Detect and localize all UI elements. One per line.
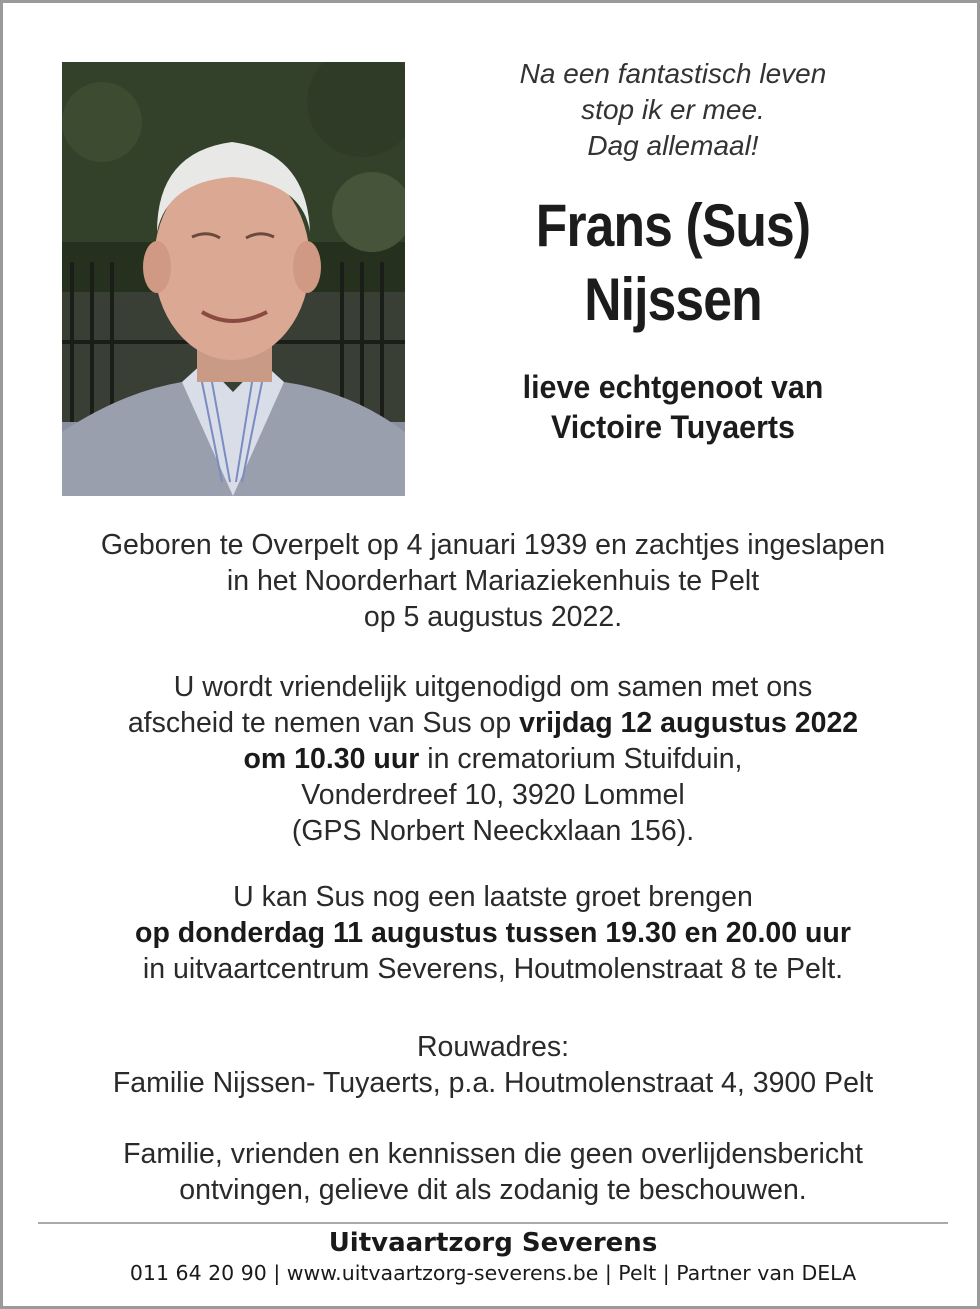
visit-datetime: op donderdag 11 augustus tussen 19.30 en 20.00 uur	[135, 917, 851, 949]
farewell-paragraph	[3, 669, 980, 849]
farewell-line-1: U wordt vriendelijk uitgenodigd om samen met ons	[173, 671, 813, 703]
farewell-line-2	[3, 705, 980, 741]
quote-line: Na een fantastisch leven	[519, 58, 827, 89]
quote-line: Dag allemaal!	[587, 130, 759, 161]
birth-line-2: in het Noorderhart Mariaziekenhuis te Pelt	[226, 565, 760, 597]
notice-line-2: ontvingen, gelieve dit als zodanig te beschouwen.	[179, 1174, 807, 1206]
notice-paragraph	[3, 1136, 980, 1208]
visit-line-2	[3, 915, 980, 951]
address-paragraph	[3, 1029, 980, 1101]
undertaker-contact: 011 64 20 90 | www.uitvaartzorg-severens.be | Pelt | Partner van DELA	[129, 1261, 857, 1285]
visit-paragraph	[3, 879, 980, 987]
spouse-block	[443, 367, 903, 447]
farewell-text: afscheid te nemen van Sus op	[127, 707, 520, 739]
undertaker-name: Uitvaartzorg Severens	[328, 1228, 658, 1258]
birth-paragraph	[3, 527, 980, 635]
visit-line-1: U kan Sus nog een laatste groet brengen	[233, 881, 753, 913]
address-line: Familie Nijssen- Tuyaerts, p.a. Houtmolenstraat 4, 3900 Pelt	[112, 1067, 874, 1099]
name-line-1: Frans (Sus)	[535, 192, 811, 259]
visit-line-3: in uitvaartcentrum Severens, Houtmolenstraat 8 te Pelt.	[142, 953, 844, 985]
farewell-date: vrijdag 12 augustus 2022	[519, 707, 859, 739]
address-label: Rouwadres:	[416, 1031, 570, 1063]
portrait-photo	[62, 62, 405, 496]
notice-line-1: Familie, vrienden en kennissen die geen overlijdensbericht	[123, 1138, 863, 1170]
spouse-line-2: Victoire Tuyaerts	[551, 409, 795, 445]
farewell-quote	[463, 56, 883, 164]
deceased-name	[443, 189, 903, 337]
name-line-2: Nijssen	[584, 266, 762, 333]
quote-line: stop ik er mee.	[581, 94, 765, 125]
birth-line-1: Geboren te Overpelt op 4 januari 1939 en zachtjes ingeslapen	[100, 529, 886, 561]
farewell-time: om 10.30 uur	[243, 743, 420, 775]
footer-divider	[38, 1222, 948, 1224]
farewell-venue: in crematorium Stuifduin,	[419, 743, 743, 775]
farewell-line-3	[3, 741, 980, 777]
farewell-line-5: (GPS Norbert Neeckxlaan 156).	[291, 815, 695, 847]
farewell-line-4: Vonderdreef 10, 3920 Lommel	[301, 779, 685, 811]
birth-line-3: op 5 augustus 2022.	[363, 601, 623, 633]
spouse-line-1: lieve echtgenoot van	[522, 369, 824, 405]
